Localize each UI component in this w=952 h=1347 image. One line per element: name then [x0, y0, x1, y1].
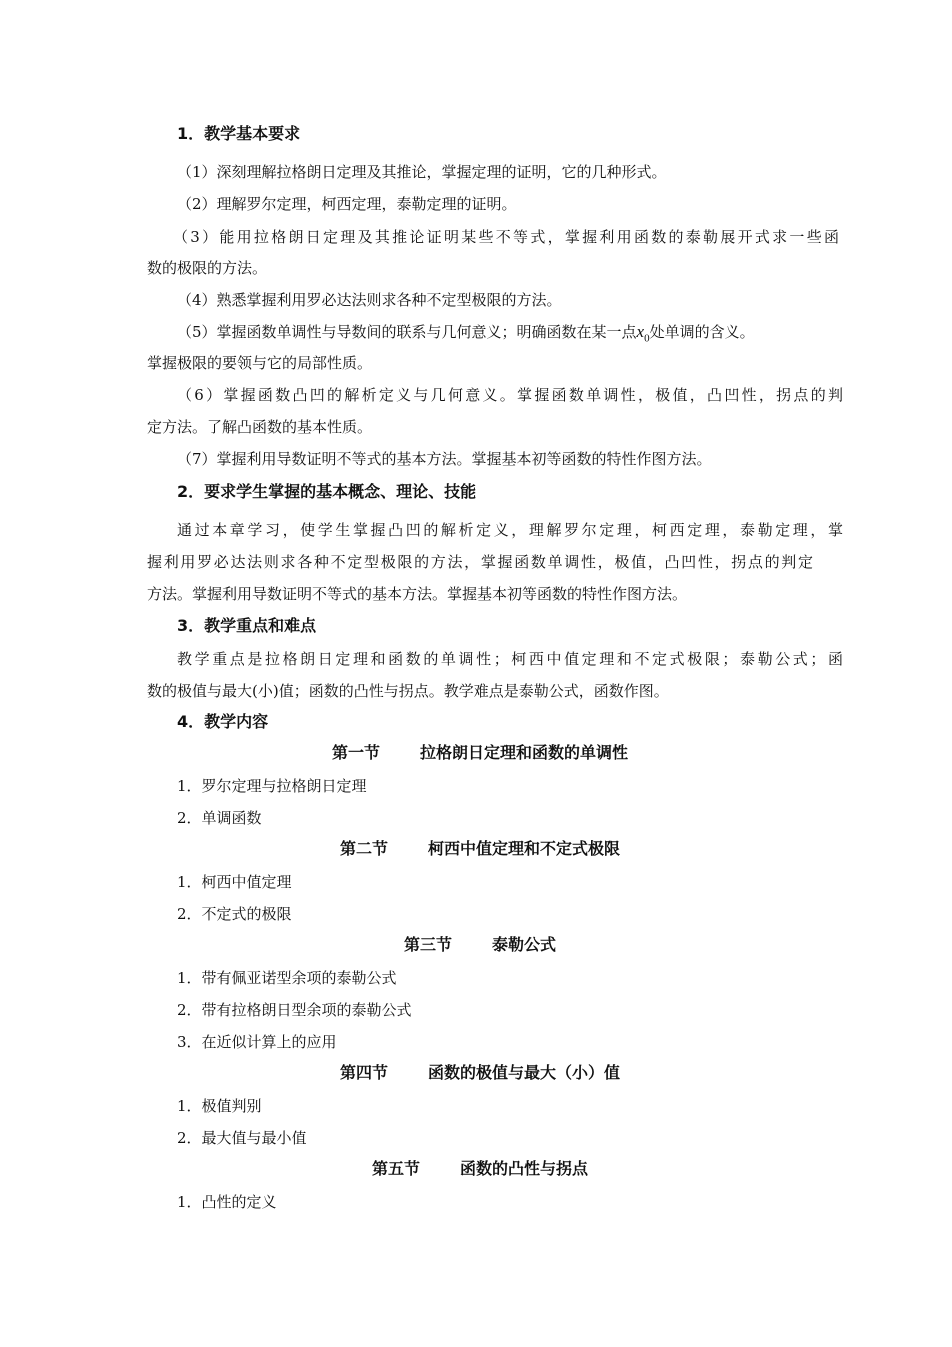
section-number: 第二节 [339, 839, 388, 858]
section-title-text: 柯西中值定理和不定式极限 [428, 839, 621, 858]
section-title-text: 函数的凸性与拐点 [460, 1159, 589, 1178]
section-title-2 [147, 833, 813, 865]
list-item: 2．最大值与最小值 [177, 1129, 307, 1147]
section-title-4 [147, 1057, 813, 1089]
requirement-2: （2）理解罗尔定理，柯西定理，泰勒定理的证明。 [177, 195, 517, 213]
section-title-1 [147, 737, 813, 769]
heading-key-points: 3．教学重点和难点 [177, 616, 317, 635]
key-points-line-1: 教学重点是拉格朗日定理和函数的单调性；柯西中值定理和不定式极限；泰勒公式；函 [177, 650, 843, 668]
section-title-text: 拉格朗日定理和函数的单调性 [420, 743, 629, 762]
concepts-line-1: 通过本章学习，使学生掌握凸凹的解析定义，理解罗尔定理，柯西定理，泰勒定理，掌 [177, 521, 843, 539]
requirement-3-line-1: （3）能用拉格朗日定理及其推论证明某些不等式，掌握利用函数的泰勒展开式求一些函 [173, 228, 839, 246]
variable-subscript: 0 [644, 332, 650, 345]
requirement-5-line-2: 掌握极限的要领与它的局部性质。 [147, 354, 373, 372]
requirement-5-text-pre: （5）掌握函数单调性与导数间的联系与几何意义；明确函数在某一点 [177, 323, 637, 341]
key-points-line-2: 数的极值与最大(小)值；函数的凸性与拐点。教学难点是泰勒公式，函数作图。 [147, 682, 669, 700]
requirement-3-line-2: 数的极限的方法。 [147, 259, 268, 277]
list-item: 3．在近似计算上的应用 [177, 1033, 337, 1051]
section-title-text: 泰勒公式 [492, 935, 557, 954]
list-item: 1．凸性的定义 [177, 1193, 277, 1211]
section-title-text: 函数的极值与最大（小）值 [428, 1063, 621, 1082]
list-item: 1．罗尔定理与拉格朗日定理 [177, 777, 367, 795]
variable-x: x [636, 322, 645, 341]
heading-teaching-content: 4．教学内容 [177, 712, 269, 731]
list-item: 1．柯西中值定理 [177, 873, 292, 891]
variable-x0 [636, 322, 650, 345]
concepts-line-3: 方法。掌握利用导数证明不等式的基本方法。掌握基本初等函数的特性作图方法。 [147, 585, 688, 603]
section-number: 第五节 [371, 1159, 420, 1178]
requirement-6-line-1: （6）掌握函数凸凹的解析定义与几何意义。掌握函数单调性，极值，凸凹性，拐点的判 [177, 386, 843, 404]
section-number: 第四节 [339, 1063, 388, 1082]
heading-basic-concepts: 2．要求学生掌握的基本概念、理论、技能 [177, 482, 477, 501]
requirement-6-line-2: 定方法。了解凸函数的基本性质。 [147, 418, 373, 436]
heading-teaching-requirements: 1．教学基本要求 [177, 124, 301, 143]
list-item: 2．单调函数 [177, 809, 262, 827]
list-item: 1．极值判别 [177, 1097, 262, 1115]
section-number: 第一节 [331, 743, 380, 762]
concepts-line-2: 握利用罗必达法则求各种不定型极限的方法，掌握函数单调性，极值，凸凹性，拐点的判定 [147, 553, 813, 571]
section-title-5 [147, 1153, 813, 1185]
section-number: 第三节 [403, 935, 452, 954]
list-item: 2．带有拉格朗日型余项的泰勒公式 [177, 1001, 412, 1019]
requirement-4: （4）熟悉掌握利用罗必达法则求各种不定型极限的方法。 [177, 291, 562, 309]
requirement-1: （1）深刻理解拉格朗日定理及其推论，掌握定理的证明，它的几种形式。 [177, 163, 667, 181]
requirement-5-text-post: 处单调的含义。 [649, 323, 755, 341]
requirement-7: （7）掌握利用导数证明不等式的基本方法。掌握基本初等函数的特性作图方法。 [177, 450, 712, 468]
list-item: 1．带有佩亚诺型余项的泰勒公式 [177, 969, 397, 987]
list-item: 2．不定式的极限 [177, 905, 292, 923]
section-title-3 [147, 929, 813, 961]
